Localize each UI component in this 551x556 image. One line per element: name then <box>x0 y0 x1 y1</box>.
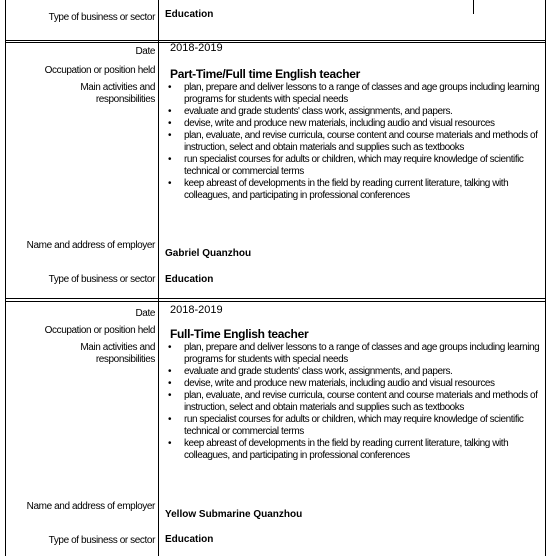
occupation-label: Occupation or position held <box>44 325 155 336</box>
job-title: Full-Time English teacher <box>170 327 309 341</box>
type-value: Education <box>165 534 214 545</box>
duty-item: • evaluate and grade students' class work, assignments, and papers. <box>166 366 541 378</box>
row-separator-1 <box>5 40 546 41</box>
date-value: 2018-2019 <box>170 42 223 54</box>
duty-item: • plan, prepare and deliver lessons to a range of classes and age groups including learning programs for students with special needs <box>166 342 541 366</box>
duty-item: • run specialist courses for adults or children, which may require knowledge of scientific technical or commercial terms <box>166 154 541 178</box>
type-value: Education <box>165 274 214 285</box>
type-label: Type of business or sector <box>48 535 155 546</box>
row-separator-2 <box>5 298 546 299</box>
duty-item: • plan, evaluate, and revise curricula, course content and course materials and methods of instruction, select and obtain materials and supplies such as textbooks <box>166 390 541 414</box>
date-label: Date <box>135 308 155 319</box>
employer-value: Gabriel Quanzhou <box>165 248 252 259</box>
activities-label: Main activities and responsibilities <box>80 342 155 365</box>
duty-item: • keep abreast of developments in the field by reading current literature, talking with colleagues, and participating in professional conferences <box>166 178 541 202</box>
border-left <box>5 0 6 556</box>
border-top-tick <box>473 0 474 14</box>
duty-item: • plan, evaluate, and revise curricula, course content and course materials and methods of instruction, select and obtain materials and supplies such as textbooks <box>166 130 541 154</box>
date-value: 2018-2019 <box>170 304 223 316</box>
type-value: Education <box>165 9 214 20</box>
duties-list <box>166 342 541 462</box>
occupation-label: Occupation or position held <box>44 65 155 76</box>
border-divider <box>158 0 159 556</box>
employer-label: Name and address of employer <box>26 501 155 512</box>
duty-item: • run specialist courses for adults or children, which may require knowledge of scientific technical or commercial terms <box>166 414 541 438</box>
duty-item: • devise, write and produce new materials, including audio and visual resources <box>166 118 541 130</box>
row-separator-1b <box>5 42 546 43</box>
employer-label: Name and address of employer <box>26 240 155 251</box>
row-separator-2b <box>5 301 546 302</box>
date-label: Date <box>135 46 155 57</box>
job-title: Part-Time/Full time English teacher <box>170 67 360 81</box>
employer-value: Yellow Submarine Quanzhou <box>165 509 303 520</box>
type-label: Type of business or sector <box>48 12 155 23</box>
duty-item: • evaluate and grade students' class work, assignments, and papers. <box>166 106 541 118</box>
duty-item: • plan, prepare and deliver lessons to a range of classes and age groups including learning programs for students with special needs <box>166 82 541 106</box>
duties-list <box>166 82 541 202</box>
border-right <box>545 0 546 556</box>
duty-item: • keep abreast of developments in the field by reading current literature, talking with colleagues, and participating in professional conferences <box>166 438 541 462</box>
type-label: Type of business or sector <box>48 274 155 285</box>
activities-label: Main activities and responsibilities <box>80 82 155 105</box>
duty-item: • devise, write and produce new materials, including audio and visual resources <box>166 378 541 390</box>
